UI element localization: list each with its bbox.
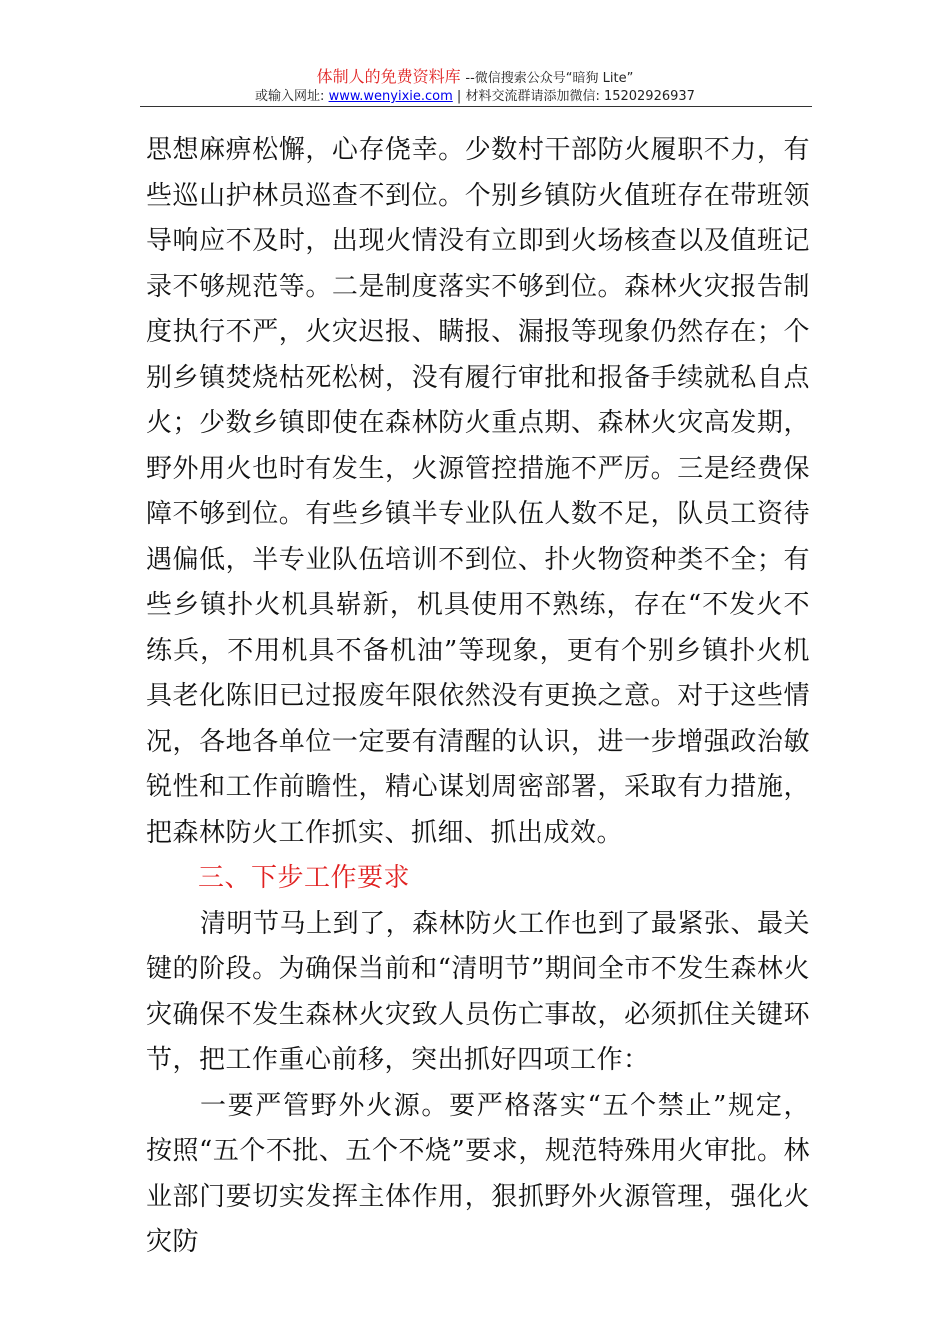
header-divider	[140, 106, 812, 107]
body-paragraph-3: 一要严管野外火源。要严格落实“五个禁止”规定，按照“五个不批、五个不烧”要求，规范特殊用火审批。林业部门要切实发挥主体作用，狠抓野外火源管理，强化火灾防	[146, 1090, 810, 1257]
header-wechat-note: --微信搜索公众号“暗狗 Lite”	[465, 71, 634, 86]
page-header	[140, 68, 810, 106]
header-url-prefix: 或输入网址:	[255, 89, 329, 104]
header-brand: 体制人的免费资料库	[316, 67, 461, 86]
header-url-link[interactable]: www.wenyixie.com	[328, 89, 453, 104]
header-contact: 材料交流群请添加微信: 15202926937	[465, 89, 695, 104]
body-paragraph-2: 清明节马上到了，森林防火工作也到了最紧张、最关键的阶段。为确保当前和“清明节”期间全市不发生森林火灾确保不发生森林火灾致人员伤亡事故，必须抓住关键环节，把工作重心前移，突出抓好四项工作：	[146, 908, 810, 1075]
header-banner	[140, 68, 810, 88]
section-heading: 三、下步工作要求	[198, 863, 411, 893]
document-body	[146, 128, 810, 1266]
header-contact-line	[140, 88, 810, 106]
header-separator: |	[452, 89, 466, 104]
body-paragraph-1: 思想麻痹松懈，心存侥幸。少数村干部防火履职不力，有些巡山护林员巡查不到位。个别乡镇防火值班存在带班领导响应不及时，出现火情没有立即到火场核查以及值班记录不够规范等。二是制度落实不够到位。森林火灾报告制度执行不严，火灾迟报、瞒报、漏报等现象仍然存在；个别乡镇焚烧枯死松树，没有履行审批和报备手续就私自点火；少数乡镇即使在森林防火重点期、森林火灾高发期，野外用火也时有发生，火源管控措施不严厉。三是经费保障不够到位。有些乡镇半专业队伍人数不足，队员工资待遇偏低，半专业队伍培训不到位、扑火物资种类不全；有些乡镇扑火机具崭新，机具使用不熟练，存在“不发火不练兵，不用机具不备机油”等现象，更有个别乡镇扑火机具老化陈旧已过报废年限依然没有更换之意。对于这些情况，各地各单位一定要有清醒的认识，进一步增强政治敏锐性和工作前瞻性，精心谋划周密部署，采取有力措施，把森林防火工作抓实、抓细、抓出成效。	[146, 135, 810, 848]
